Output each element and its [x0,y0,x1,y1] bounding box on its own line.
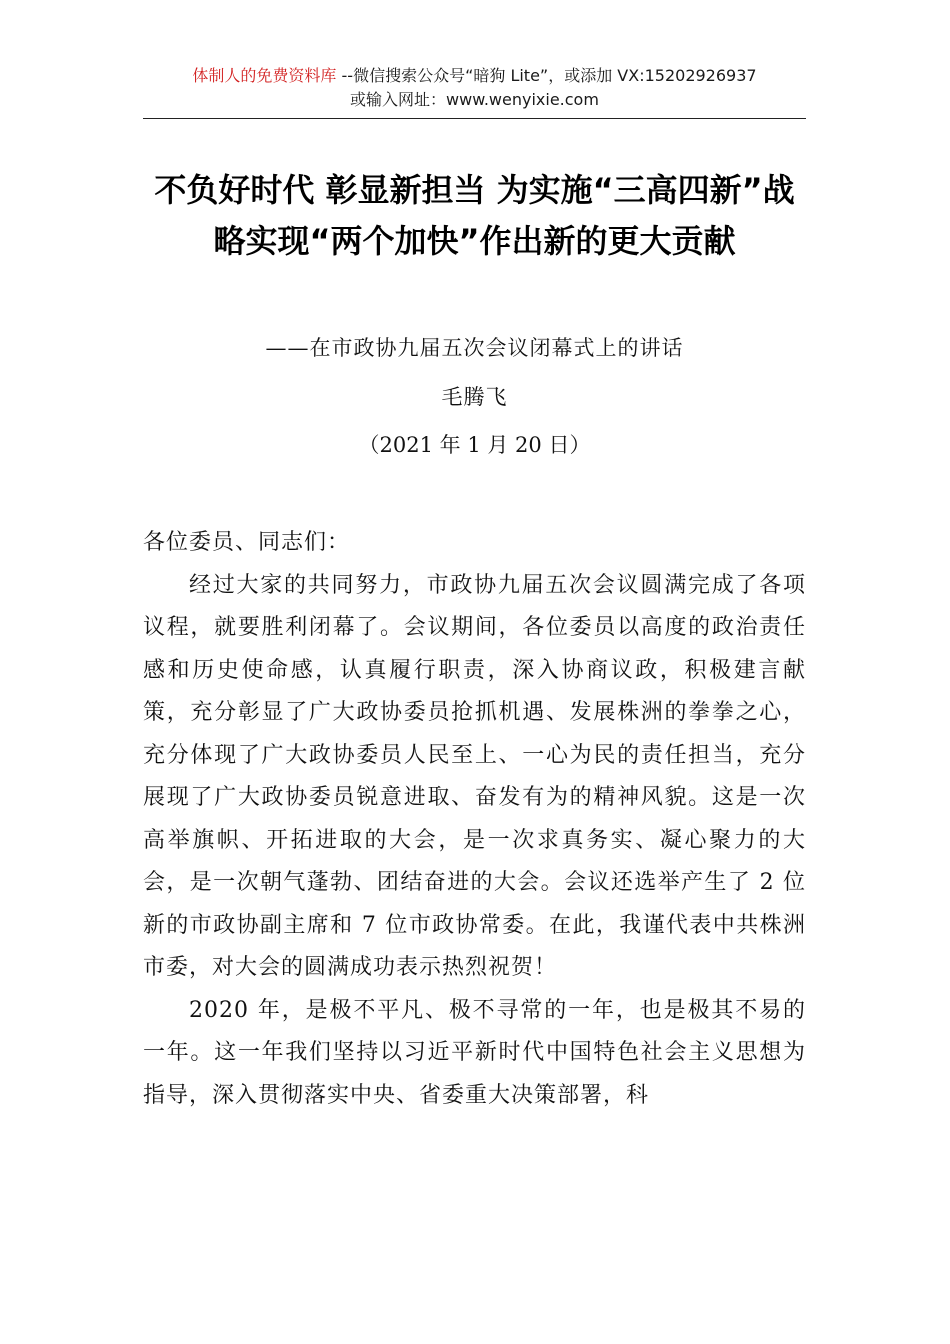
document-body [143,522,806,1117]
header-promo-line [143,64,806,88]
document-author: 毛腾飞 [441,385,508,409]
document-date: （2021 年 1 月 20 日） [358,433,591,457]
header-promo-text: --微信搜索公众号“暗狗 Lite”，或添加 VX:15202926937 [336,66,757,85]
header-website[interactable]: 或输入网址：www.wenyixie.com [350,90,599,109]
salutation: 各位委员、同志们： [143,530,351,555]
header-divider [143,118,806,119]
document-title: 不负好时代 彰显新担当 为实施“三高四新”战略实现“两个加快”作出新的更大贡献 [154,171,795,260]
body-paragraph: 经过大家的共同努力，市政协九届五次会议圆满完成了各项议程，就要胜利闭幕了。会议期间，各位委员以高度的政治责任感和历史使命感，认真履行职责，深入协商议政，积极建言献策，充分彰显了广大政协委员抢抓机遇、发展株洲的拳拳之心，充分体现了广大政协委员人民至上、一心为民的责任担当，充分展现了广大政协委员锐意进取、奋发有为的精神风貌。这是一次高举旗帜、开拓进取的大会，是一次求真务实、凝心聚力的大会，是一次朝气蓬勃、团结奋进的大会。会议还选举产生了 2 位新的市政协副主席和 7 位市政协常委。在此，我谨代表中共株洲市委，对大会的圆满成功表示热烈祝贺！ [143,572,806,980]
body-paragraph: 2020 年，是极不平凡、极不寻常的一年，也是极其不易的一年。这一年我们坚持以习近平新时代中国特色社会主义思想为指导，深入贯彻落实中央、省委重大决策部署，科 [143,997,806,1108]
page-header [143,64,806,112]
document-subtitle: ——在市政协九届五次会议闭幕式上的讲话 [265,336,684,360]
header-brand[interactable]: 体制人的免费资料库 [192,66,337,85]
